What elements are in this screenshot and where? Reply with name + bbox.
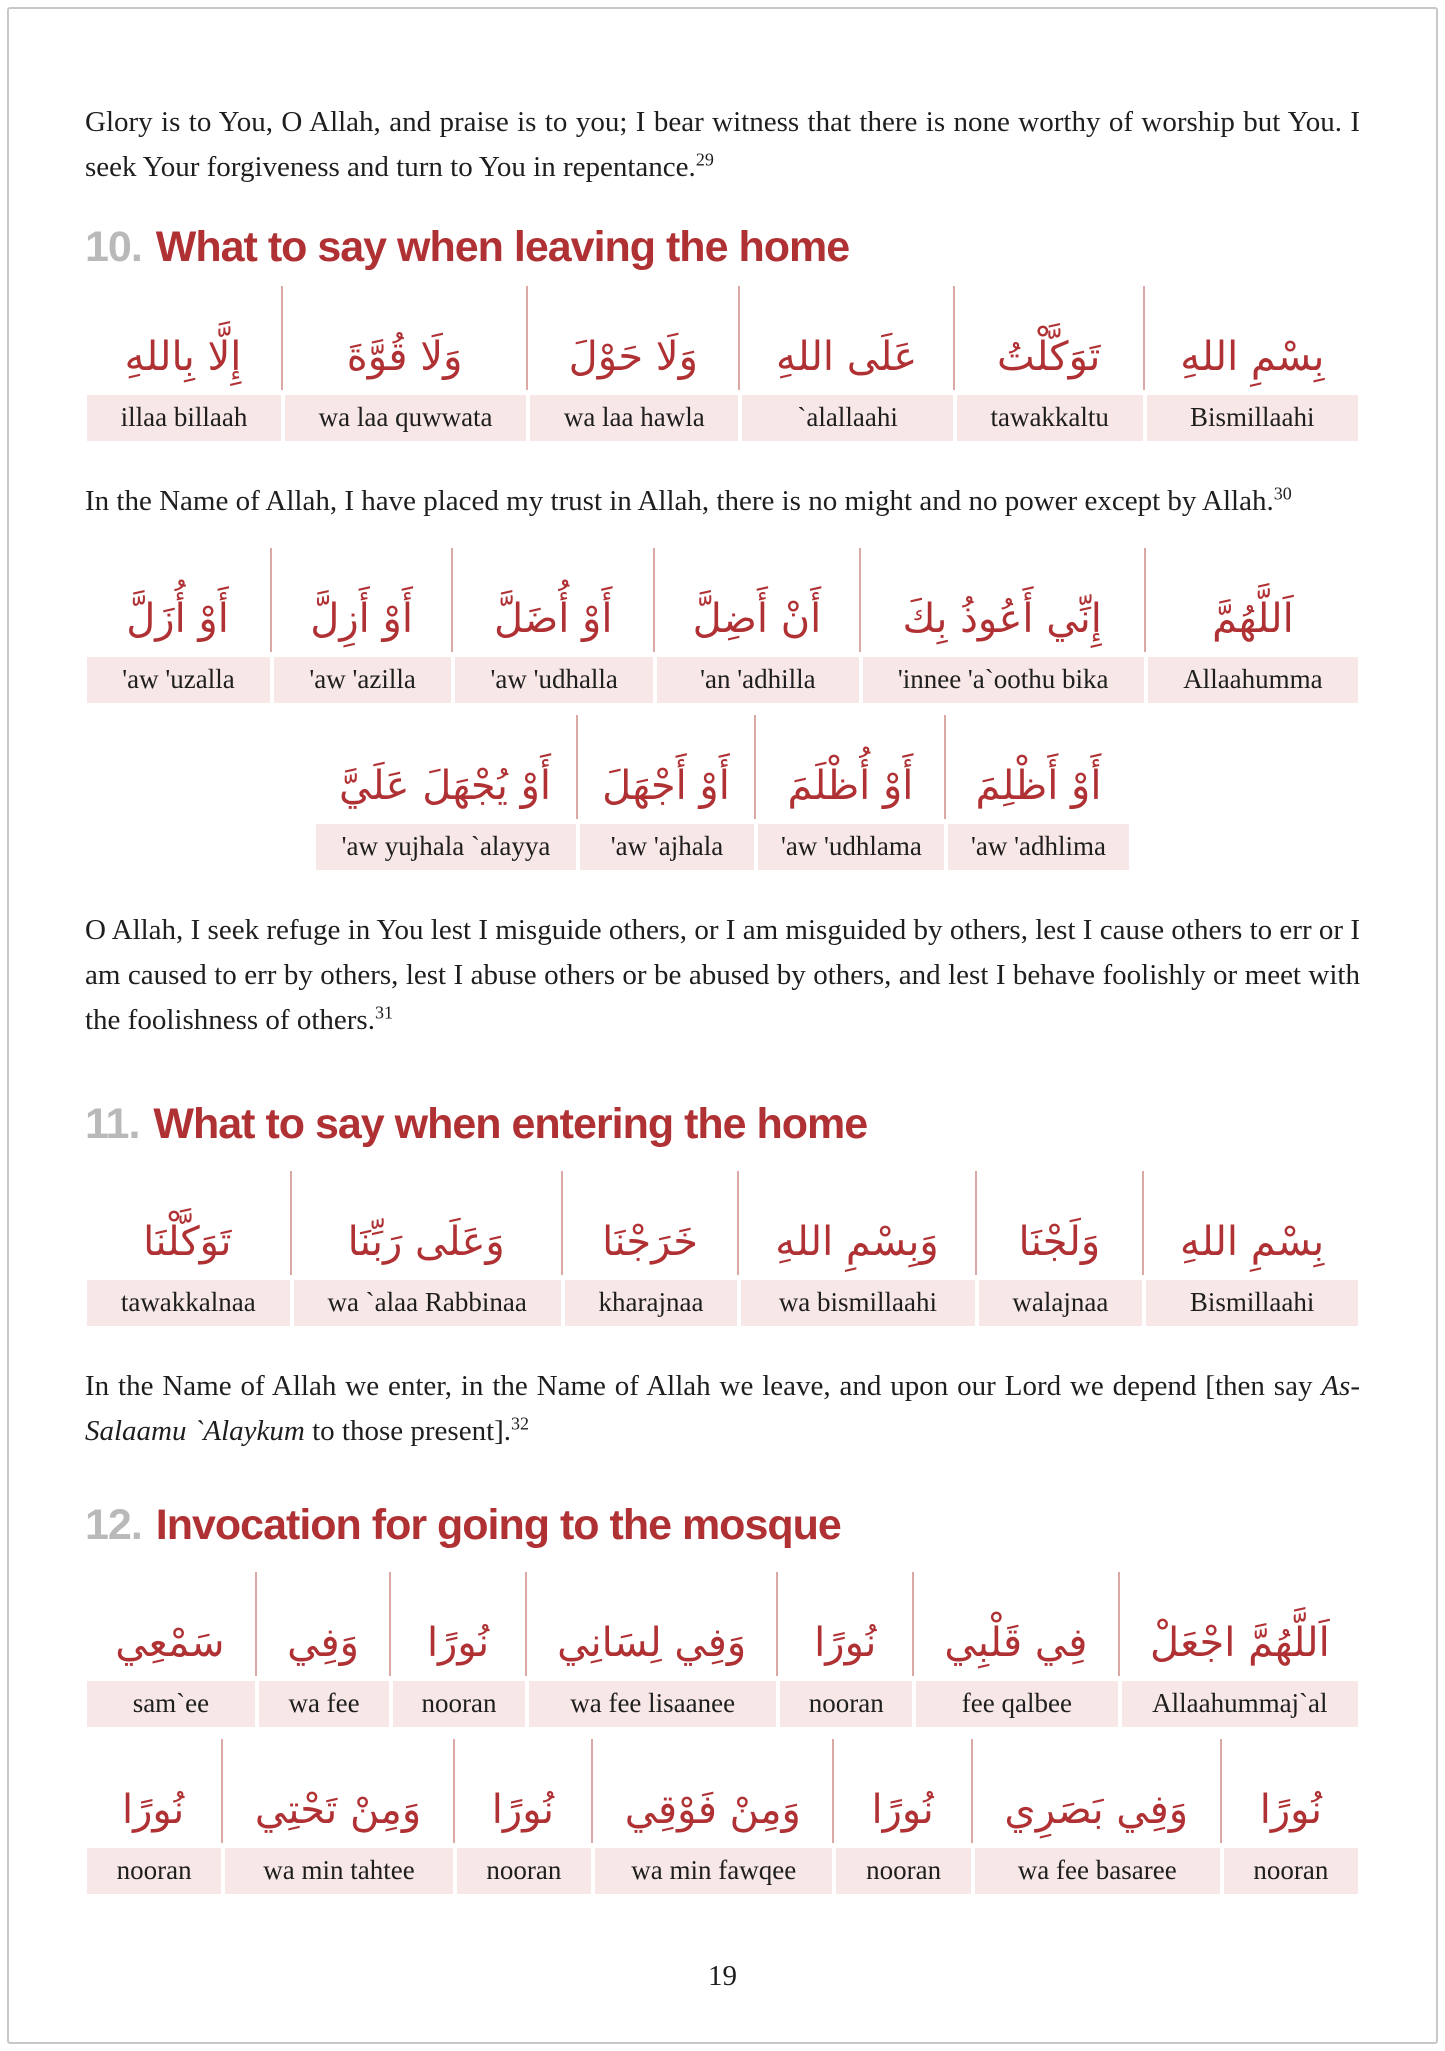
phrase-cell [223, 1739, 455, 1894]
page-content [85, 100, 1360, 1894]
transliteration-label: wa bismillaahi [741, 1280, 974, 1326]
translation-text: In the Name of Allah we enter, in the Name of Allah we leave, and upon our Lord we depend [then say [85, 1370, 1322, 1402]
transliteration-label: wa fee [259, 1681, 389, 1727]
phrase-cell [455, 1739, 593, 1894]
transliteration-label: tawakkalnaa [87, 1280, 290, 1326]
section-11-heading [85, 1099, 1360, 1149]
arabic-text: وَعَلَى رَبِّنَا [292, 1171, 563, 1275]
translation-paragraph [85, 1364, 1360, 1454]
arabic-text: وَمِنْ فَوْقِي [593, 1739, 834, 1843]
transliteration-label: 'aw 'udhlama [758, 824, 944, 870]
transliteration-label: 'aw 'adhlima [948, 824, 1128, 870]
arabic-text: وَفِي بَصَرِي [973, 1739, 1222, 1843]
transliteration-label: wa laa hawla [530, 395, 738, 441]
arabic-text: أَوْ أَزِلَّ [272, 548, 453, 652]
phrase-cell [740, 286, 954, 441]
phrase-block [85, 548, 1360, 870]
phrase-cell [1120, 1572, 1360, 1727]
footnote-ref: 29 [695, 149, 714, 170]
transliteration-label: illaa billaah [87, 395, 281, 441]
arabic-text: سَمْعِي [85, 1572, 257, 1676]
arabic-text: وَفِي [257, 1572, 391, 1676]
phrase-cell [1146, 548, 1360, 703]
transliteration-label: wa laa quwwata [285, 395, 526, 441]
phrase-cell [527, 1572, 779, 1727]
transliteration-label: wa fee lisaanee [529, 1681, 777, 1727]
phrase-cell [1222, 1739, 1360, 1894]
section-12-heading [85, 1500, 1360, 1550]
arabic-text: خَرَجْنَا [563, 1171, 740, 1275]
transliteration-label: nooran [780, 1681, 912, 1727]
arabic-text: أَنْ أَضِلَّ [655, 548, 860, 652]
transliteration-label: 'aw 'uzalla [87, 657, 270, 703]
intro-paragraph [85, 100, 1360, 190]
transliteration-label: Allaahumma [1148, 657, 1358, 703]
arabic-text: وَمِنْ تَحْتِي [223, 1739, 455, 1843]
arabic-text: وَلَا حَوْلَ [528, 286, 740, 390]
page-number: 19 [708, 1960, 737, 1992]
translation-text: O Allah, I seek refuge in You lest I misguide others, or I am misguided by others, lest I cause others to err or I am caused to err by others, lest I abuse others or be abused by others, and lest I behave foolishly or meet with the foolishness of others. [85, 914, 1360, 1036]
arabic-text: بِسْمِ اللهِ [1180, 1219, 1325, 1265]
section-10-heading [85, 222, 1360, 272]
phrase-cell [861, 548, 1146, 703]
arabic-text: اَللَّهُمَّ اجْعَلْ [1149, 1620, 1330, 1666]
phrase-cell [272, 548, 453, 703]
transliteration-label: nooran [393, 1681, 525, 1727]
footnote-ref: 32 [511, 1413, 530, 1434]
translation-text: In the Name of Allah, I have placed my trust in Allah, there is no might and no power except by Allah. [85, 485, 1274, 517]
footnote-ref: 31 [374, 1002, 393, 1023]
arabic-text: نُورًا [85, 1739, 223, 1843]
phrase-cell [834, 1739, 972, 1894]
phrase-cell [257, 1572, 391, 1727]
arabic-text: أَوْ أَجْهَلَ [578, 715, 757, 819]
phrase-cell [283, 286, 528, 441]
arabic-text: وَلَجْنَا [977, 1171, 1145, 1275]
transliteration-label: wa min tahtee [225, 1848, 453, 1894]
phrase-cell [85, 286, 283, 441]
phrase-row [85, 1739, 1360, 1894]
phrase-cell [292, 1171, 563, 1326]
phrase-cell [977, 1171, 1145, 1326]
arabic-text: وَبِسْمِ اللهِ [739, 1171, 976, 1275]
arabic-text: أَوْ أُزَلَّ [85, 548, 272, 652]
section-title: What to say when leaving the home [155, 223, 850, 271]
phrase-cell [85, 1572, 257, 1727]
transliteration-label: 'aw 'azilla [274, 657, 451, 703]
arabic-text: بِسْمِ اللهِ [1180, 334, 1325, 380]
section-number: 12. [85, 1501, 142, 1549]
phrase-cell [85, 1739, 223, 1894]
transliteration-label: sam`ee [87, 1681, 255, 1727]
transliteration-label: Allaahummaj`al [1122, 1681, 1358, 1727]
phrase-row [85, 1572, 1360, 1727]
translation-text-after: to those present]. [304, 1415, 512, 1447]
phrase-cell [85, 548, 272, 703]
transliteration-label: nooran [1224, 1848, 1358, 1894]
arabic-text: اَللَّهُمَّ [1212, 596, 1294, 642]
transliteration-label: Bismillaahi [1146, 1280, 1358, 1326]
arabic-text: نُورًا [455, 1739, 593, 1843]
phrase-block [85, 1171, 1360, 1326]
translation-italic: As-Salaamu `Alaykum [85, 1370, 1360, 1447]
transliteration-label: tawakkaltu [957, 395, 1143, 441]
transliteration-label: `alallaahi [742, 395, 952, 441]
transliteration-label: fee qalbee [916, 1681, 1118, 1727]
phrase-cell [955, 286, 1145, 441]
transliteration-label: wa fee basaree [975, 1848, 1220, 1894]
section-number: 11. [85, 1100, 140, 1148]
phrase-cell [756, 715, 946, 870]
translation-paragraph [85, 908, 1360, 1043]
arabic-text: أَوْ أُضَلَّ [453, 548, 655, 652]
arabic-text: عَلَى اللهِ [740, 286, 954, 390]
phrase-cell [453, 548, 655, 703]
transliteration-label: kharajnaa [565, 1280, 738, 1326]
transliteration-label: walajnaa [979, 1280, 1143, 1326]
phrase-cell [914, 1572, 1120, 1727]
phrase-block [85, 286, 1360, 441]
transliteration-label: nooran [836, 1848, 970, 1894]
transliteration-label: 'aw 'udhalla [455, 657, 653, 703]
translation-paragraph [85, 479, 1360, 524]
arabic-text: وَفِي لِسَانِي [527, 1572, 779, 1676]
transliteration-label: 'innee 'a`oothu bika [863, 657, 1144, 703]
arabic-text: إِلَّا بِاللهِ [85, 286, 283, 390]
phrase-row [85, 1171, 1360, 1326]
transliteration-label: 'an 'adhilla [657, 657, 858, 703]
phrase-cell [778, 1572, 914, 1727]
section-title: What to say when entering the home [153, 1100, 868, 1148]
phrase-cell [739, 1171, 976, 1326]
arabic-text: تَوَكَّلْتُ [955, 286, 1145, 390]
phrase-row [85, 286, 1360, 441]
transliteration-label: wa `alaa Rabbinaa [294, 1280, 561, 1326]
phrase-cell [391, 1572, 527, 1727]
transliteration-label: wa min fawqee [595, 1848, 832, 1894]
intro-text: Glory is to You, O Allah, and praise is to you; I bear witness that there is none worthy of worship but You. I seek Your forgiveness and turn to You in repentance. [85, 106, 1360, 183]
phrase-cell [85, 1171, 292, 1326]
phrase-block [85, 1572, 1360, 1894]
arabic-text: نُورًا [778, 1572, 914, 1676]
phrase-cell [314, 715, 577, 870]
transliteration-label: 'aw 'ajhala [580, 824, 755, 870]
transliteration-label: nooran [457, 1848, 591, 1894]
arabic-text: نُورًا [834, 1739, 972, 1843]
transliteration-label: Bismillaahi [1147, 395, 1358, 441]
transliteration-label: 'aw yujhala `alayya [316, 824, 575, 870]
phrase-row [315, 715, 1131, 870]
phrase-cell [578, 715, 757, 870]
arabic-text: أَوْ يُجْهَلَ عَلَيَّ [314, 715, 577, 819]
phrase-cell [655, 548, 860, 703]
section-number: 10. [85, 223, 142, 271]
phrase-cell [563, 1171, 740, 1326]
arabic-text: إِنِّي أَعُوذُ بِكَ [861, 548, 1146, 652]
phrase-cell [1145, 286, 1360, 441]
arabic-text: وَلَا قُوَّةَ [283, 286, 528, 390]
phrase-cell [1144, 1171, 1360, 1326]
transliteration-label: nooran [87, 1848, 221, 1894]
phrase-cell [593, 1739, 834, 1894]
phrase-cell [528, 286, 740, 441]
phrase-cell [973, 1739, 1222, 1894]
arabic-text: نُورًا [1259, 1787, 1322, 1833]
footnote-ref: 30 [1273, 483, 1292, 504]
arabic-text: فِي قَلْبِي [914, 1572, 1120, 1676]
phrase-cell [946, 715, 1130, 870]
phrase-row [85, 548, 1360, 703]
arabic-text: أَوْ أُظْلَمَ [756, 715, 946, 819]
section-title: Invocation for going to the mosque [155, 1501, 841, 1549]
arabic-text: تَوَكَّلْنَا [85, 1171, 292, 1275]
arabic-text: أَوْ أَظْلِمَ [975, 763, 1102, 809]
arabic-text: نُورًا [391, 1572, 527, 1676]
